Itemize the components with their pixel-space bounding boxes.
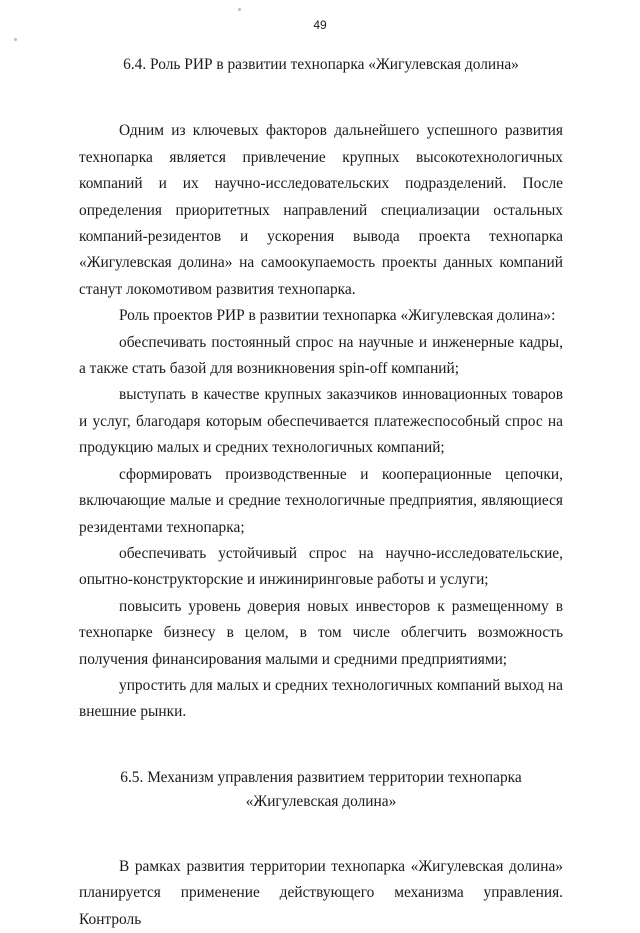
list-item: выступать в качестве крупных заказчиков инновационных товаров и услуг, благодаря которым обеспечивается платежеспособный спрос на продукцию малых и средних технологичных компаний; xyxy=(79,386,563,457)
scan-speck xyxy=(14,38,17,41)
heading-line-1: 6.5. Механизм управления развитием территории технопарка xyxy=(120,768,522,786)
list-item: упростить для малых и средних технологичных компаний выход на внешние рынки. xyxy=(79,676,563,721)
section-heading-6-4: 6.4. Роль РИР в развитии технопарка «Жигулевская долина» xyxy=(123,56,519,73)
scan-speck xyxy=(238,8,241,11)
spacer xyxy=(79,78,563,118)
heading-line-2: «Жигулевская долина» xyxy=(245,792,397,810)
spacer xyxy=(79,726,563,766)
list-item: обеспечивать постоянный спрос на научные и инженерные кадры, а также стать базой для возникновения spin-off компаний; xyxy=(79,333,563,378)
spacer xyxy=(79,814,563,854)
page-number: 49 xyxy=(313,18,327,32)
list-item: обеспечивать устойчивый спрос на научно-исследовательские, опытно-конструкторские и инжиниринговые работы и услуги; xyxy=(79,544,563,589)
list-item: сформировать производственные и кооперационные цепочки, включающие малые и средние технологичные предприятия, являющиеся резидентами технопарка; xyxy=(79,465,563,536)
paragraph-section-6-5: В рамках развития территории технопарка «Жигулевская долина» планируется применение действующего механизма управления. Контроль xyxy=(79,857,563,928)
list-item: повысить уровень доверия новых инвесторов к размещенному в технопарке бизнесу в целом, в том числе облегчить возможность получения финансирования малыми и средними предприятиями; xyxy=(79,597,563,668)
paragraph-list-lead: Роль проектов РИР в развитии технопарка «Жигулевская долина»: xyxy=(119,307,556,325)
section-heading-6-5 xyxy=(79,766,563,814)
document-body xyxy=(79,52,563,933)
paragraph-intro: Одним из ключевых факторов дальнейшего успешного развития технопарка является привлечение крупных высокотехнологичных компаний и их научно-исследовательских подразделений. После определения приоритетных направлений специализации остальных компаний-резидентов и ускорения вывода проекта технопарка «Жигулевская долина» на самоокупаемость проекты данных компаний станут локомотивом развития технопарка. xyxy=(79,122,563,298)
